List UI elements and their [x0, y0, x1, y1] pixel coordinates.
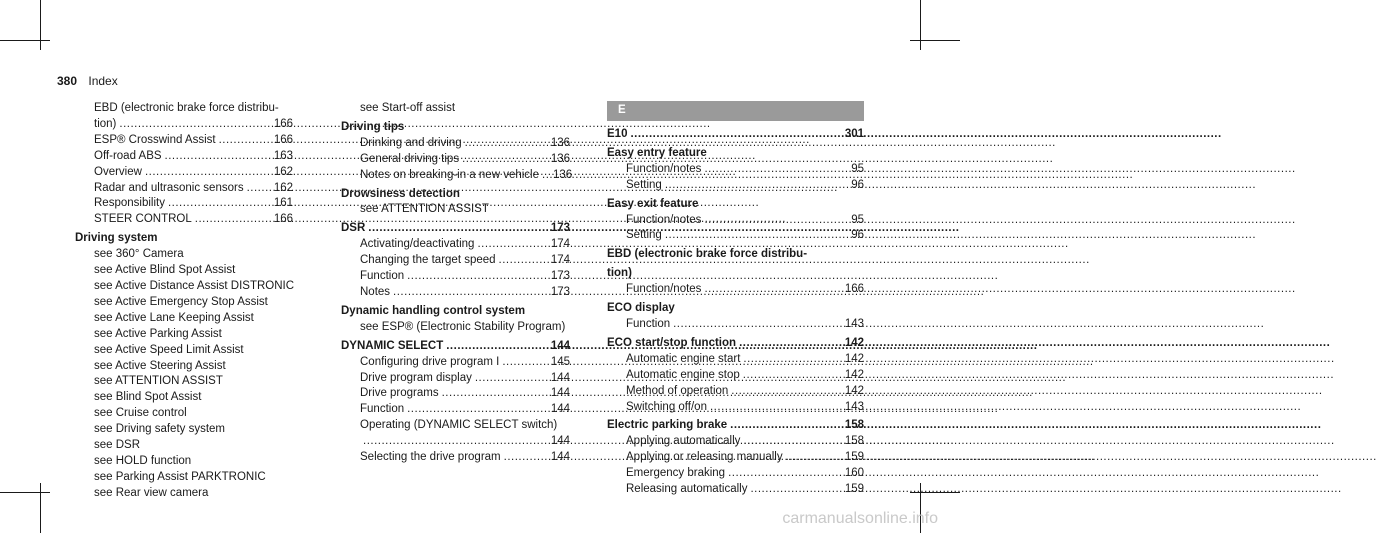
index-subentry [607, 450, 864, 466]
entry-text: Driving tips [341, 120, 405, 133]
index-subentry [75, 359, 293, 375]
index-subentry [75, 311, 293, 327]
entry-text: Configuring drive program I [360, 355, 500, 368]
index-entry [607, 146, 864, 162]
index-subentry [607, 352, 864, 368]
page-ref[interactable]: 163 [273, 149, 293, 162]
entry-text: DSR [341, 222, 366, 235]
page-ref[interactable]: 158 [844, 435, 864, 448]
dot-leader [673, 317, 842, 333]
page-ref[interactable]: 96 [851, 229, 864, 242]
index-subentry [75, 133, 293, 149]
index-entry [607, 266, 864, 282]
page-ref[interactable]: 174 [550, 238, 570, 251]
entry-text: Changing the target speed [360, 254, 496, 267]
index-subentry [341, 237, 570, 253]
index-subentry [75, 263, 293, 279]
dot-leader [462, 152, 548, 168]
index-subentry [75, 149, 293, 165]
index-subentry [607, 400, 864, 416]
page-ref[interactable]: 136 [553, 168, 573, 181]
entry-text: see Active Steering Assist [94, 359, 226, 372]
page-ref[interactable]: 144 [550, 371, 570, 384]
entry-text: ECO display [607, 302, 675, 315]
index-entry [341, 221, 570, 237]
entry-text: see DSR [94, 439, 141, 452]
crop-mark [40, 0, 41, 50]
entry-text: see HOLD function [94, 454, 192, 467]
index-subentry [75, 247, 293, 263]
entry-text: Easy entry feature [607, 146, 707, 159]
index-subentry [607, 434, 864, 450]
dot-leader [363, 434, 548, 450]
entry-text: Switching off/on [626, 400, 707, 413]
dot-leader [728, 466, 842, 482]
index-subentry [341, 450, 570, 466]
index-subentry [607, 368, 864, 384]
entry-text: Applying automatically [626, 435, 741, 448]
dot-leader [743, 352, 841, 368]
index-column-2 [341, 101, 573, 466]
dot-leader [168, 196, 271, 212]
entry-text: DYNAMIC SELECT [341, 339, 444, 352]
entry-text: Function [626, 317, 671, 330]
entry-text: Drive program display [360, 371, 472, 384]
entry-text: Emergency braking [626, 467, 726, 480]
entry-text: Function/notes [626, 283, 702, 296]
dot-leader [195, 212, 271, 228]
crop-mark [910, 40, 960, 41]
index-subentry [607, 213, 864, 229]
page-header [57, 74, 118, 88]
index-subentry [607, 228, 864, 244]
entry-text: Releasing automatically [626, 483, 748, 496]
entry-text: EBD (electronic brake force distribu- [94, 102, 279, 114]
index-subentry [75, 181, 293, 197]
entry-text: see Active Speed Limit Assist [94, 343, 244, 356]
page-ref[interactable]: 96 [851, 178, 864, 191]
index-column-1 [75, 101, 293, 502]
page-ref[interactable]: 174 [550, 254, 570, 267]
page-ref[interactable]: 142 [844, 352, 864, 365]
index-subentry [341, 202, 570, 218]
dot-leader [731, 384, 842, 400]
page-ref[interactable]: 144 [550, 435, 570, 448]
index-entry [341, 304, 570, 320]
index-subentry [75, 486, 293, 502]
entry-text: see Active Blind Spot Assist [94, 264, 236, 277]
index-entry [341, 187, 570, 203]
entry-text: Setting [626, 178, 662, 191]
entry-text: see Active Distance Assist DISTRONIC [94, 279, 295, 292]
index-subentry [75, 343, 293, 359]
page-number: 380 [57, 74, 78, 88]
entry-text: Function [360, 270, 405, 283]
entry-text: Driving system [75, 232, 158, 245]
index-subentry [75, 212, 293, 228]
dot-leader [446, 339, 548, 355]
entry-text: Drive programs [360, 387, 439, 400]
page-ref[interactable]: 145 [550, 355, 570, 368]
index-subentry [607, 162, 864, 178]
dot-leader [465, 136, 548, 152]
page-ref[interactable]: 160 [844, 467, 864, 480]
dot-leader [542, 168, 550, 184]
entry-text: tion) [94, 117, 117, 130]
dot-leader [704, 282, 841, 298]
index-subentry [341, 269, 570, 285]
dot-leader [499, 253, 548, 269]
page-ref[interactable]: 166 [844, 283, 864, 296]
entry-text: see Active Parking Assist [94, 327, 222, 340]
index-subentry [341, 152, 570, 168]
page-ref[interactable]: 143 [844, 317, 864, 330]
dot-leader [475, 371, 548, 387]
entry-text: see ATTENTION ASSIST [360, 203, 489, 216]
page-ref[interactable]: 166 [273, 117, 293, 130]
index-subentry [75, 279, 293, 295]
page-ref[interactable]: 142 [844, 384, 864, 397]
entry-text: Radar and ultrasonic sensors [94, 181, 244, 194]
dot-leader [786, 450, 842, 466]
entry-text: see Blind Spot Assist [94, 391, 202, 404]
letter-heading: E [607, 101, 864, 121]
dot-leader [477, 237, 547, 253]
page-ref[interactable]: 95 [851, 162, 864, 175]
index-subentry [607, 466, 864, 482]
index-subentry [75, 374, 293, 390]
index-subentry [75, 390, 293, 406]
index-subentry [341, 136, 570, 152]
index-subentry [75, 295, 293, 311]
entry-text: Automatic engine stop [626, 368, 740, 381]
index-subentry [341, 386, 570, 402]
dot-leader [219, 133, 271, 149]
page-ref[interactable]: 173 [550, 285, 570, 298]
dot-leader [407, 402, 548, 418]
dot-leader [165, 149, 271, 165]
index-subentry [75, 101, 293, 117]
dot-leader [743, 368, 842, 384]
dot-leader [630, 127, 841, 143]
entry-text: see Parking Assist PARKTRONIC [94, 470, 266, 483]
entry-text: Drowsiness detection [341, 187, 460, 200]
entry-text: see Start-off assist [360, 102, 456, 114]
index-subentry [607, 482, 864, 498]
index-subentry [341, 418, 570, 434]
index-entry [607, 418, 864, 434]
index-subentry [607, 282, 864, 298]
dot-leader [407, 269, 548, 285]
index-entry [75, 231, 293, 247]
entry-text: Applying or releasing manually [626, 451, 783, 464]
index-subentry [341, 285, 570, 301]
entry-text: ECO start/stop function [607, 336, 737, 349]
dot-leader [368, 221, 548, 237]
index-subentry [75, 165, 293, 181]
index-subentry [607, 384, 864, 400]
dot-leader [393, 285, 548, 301]
dot-leader [750, 482, 841, 498]
entry-text: see Active Lane Keeping Assist [94, 311, 254, 324]
entry-text: Electric parking brake [607, 419, 728, 432]
watermark: carmanualsonline.info [782, 510, 938, 527]
entry-text: Overview [94, 165, 142, 178]
index-subentry [75, 117, 293, 133]
entry-text: tion) [607, 267, 632, 280]
page-ref[interactable]: 144 [550, 387, 570, 400]
page-ref[interactable]: 162 [273, 165, 293, 178]
index-column-3 [607, 101, 864, 498]
index-entry [341, 120, 570, 136]
entry-text: see Rear view camera [94, 486, 209, 499]
index-subentry [75, 422, 293, 438]
entry-text: E10 [607, 128, 628, 140]
dot-leader [743, 434, 841, 450]
index-subentry [75, 196, 293, 212]
index-entry [607, 336, 864, 352]
entry-text: Setting [626, 229, 662, 242]
entry-text: ESP® Crosswind Assist [94, 133, 216, 146]
crop-mark [40, 483, 41, 533]
entry-text: Function [360, 403, 405, 416]
index-subentry [75, 470, 293, 486]
page-ref[interactable]: 142 [844, 336, 864, 349]
dot-leader [145, 165, 271, 181]
dot-leader [704, 213, 848, 229]
crop-mark [0, 40, 50, 41]
crop-mark [0, 492, 50, 493]
page-ref[interactable]: 161 [273, 197, 293, 210]
page-ref[interactable]: 166 [273, 213, 293, 226]
index-subentry [341, 355, 570, 371]
page-ref[interactable]: 301 [844, 128, 864, 140]
entry-text: Dynamic handling control system [341, 304, 526, 317]
entry-text: Selecting the drive program [360, 451, 501, 464]
index-subentry [341, 402, 570, 418]
dot-leader [247, 181, 271, 197]
dot-leader [119, 117, 270, 133]
entry-text: Responsibility [94, 197, 165, 210]
index-entry [607, 197, 864, 213]
entry-text: Off-road ABS [94, 149, 162, 162]
page-ref[interactable]: 158 [844, 419, 864, 432]
entry-text: Notes on breaking-in a new vehicle [360, 168, 539, 181]
entry-text: General driving tips [360, 152, 460, 165]
page-ref[interactable]: 136 [550, 136, 570, 149]
index-subentry [341, 434, 570, 450]
dot-leader [502, 355, 547, 371]
section-title: Index [88, 74, 118, 88]
page-ref[interactable]: 144 [550, 403, 570, 416]
page-ref[interactable]: 159 [844, 451, 864, 464]
entry-text: see Driving safety system [94, 423, 226, 436]
dot-leader [442, 386, 548, 402]
index-entry [607, 247, 864, 263]
index-entry [607, 301, 864, 317]
page-ref[interactable]: 173 [550, 270, 570, 283]
entry-text: Easy exit feature [607, 197, 699, 210]
dot-leader [710, 400, 842, 416]
page-ref[interactable]: 166 [273, 133, 293, 146]
page-ref[interactable]: 144 [550, 339, 570, 352]
entry-text: see 360° Camera [94, 248, 184, 261]
dot-leader [739, 336, 842, 352]
dot-leader [665, 228, 848, 244]
index-subentry [75, 406, 293, 422]
entry-text: Method of operation [626, 384, 729, 397]
index-subentry [341, 371, 570, 387]
page-ref[interactable]: 142 [844, 368, 864, 381]
index-subentry [341, 253, 570, 269]
index-subentry [607, 178, 864, 194]
entry-text: Function/notes [626, 162, 702, 175]
page-ref[interactable]: 136 [550, 152, 570, 165]
dot-leader [730, 418, 842, 434]
dot-leader [665, 178, 848, 194]
entry-text: see Cruise control [94, 407, 187, 420]
page-ref[interactable]: 173 [550, 222, 570, 235]
entry-text: Notes [360, 285, 391, 298]
index-subentry [75, 454, 293, 470]
entry-text: see ESP® (Electronic Stability Program) [360, 320, 566, 333]
entry-text: Operating (DYNAMIC SELECT switch) [360, 419, 558, 432]
entry-text: STEER CONTROL [94, 213, 192, 226]
index-subentry [75, 438, 293, 454]
entry-text: see ATTENTION ASSIST [94, 375, 223, 388]
entry-text: EBD (electronic brake force distribu- [607, 248, 808, 261]
page-ref[interactable]: 144 [550, 451, 570, 464]
index-subentry [607, 317, 864, 333]
index-subentry [341, 320, 570, 336]
index-subentry [341, 101, 570, 117]
index-entry [341, 339, 570, 355]
index-subentry [341, 168, 573, 184]
dot-leader [504, 450, 548, 466]
dot-leader [704, 162, 848, 178]
page-ref[interactable]: 95 [851, 213, 864, 226]
entry-text: Automatic engine start [626, 352, 741, 365]
index-entry [607, 127, 864, 143]
index-subentry [75, 327, 293, 343]
entry-text: see Active Emergency Stop Assist [94, 295, 268, 308]
page-ref[interactable]: 162 [273, 181, 293, 194]
entry-text: Function/notes [626, 213, 702, 226]
entry-text: Drinking and driving [360, 136, 462, 149]
page-ref[interactable]: 159 [844, 483, 864, 496]
crop-mark [920, 0, 921, 50]
entry-text: Activating/deactivating [360, 238, 475, 251]
page-ref[interactable]: 143 [844, 400, 864, 413]
